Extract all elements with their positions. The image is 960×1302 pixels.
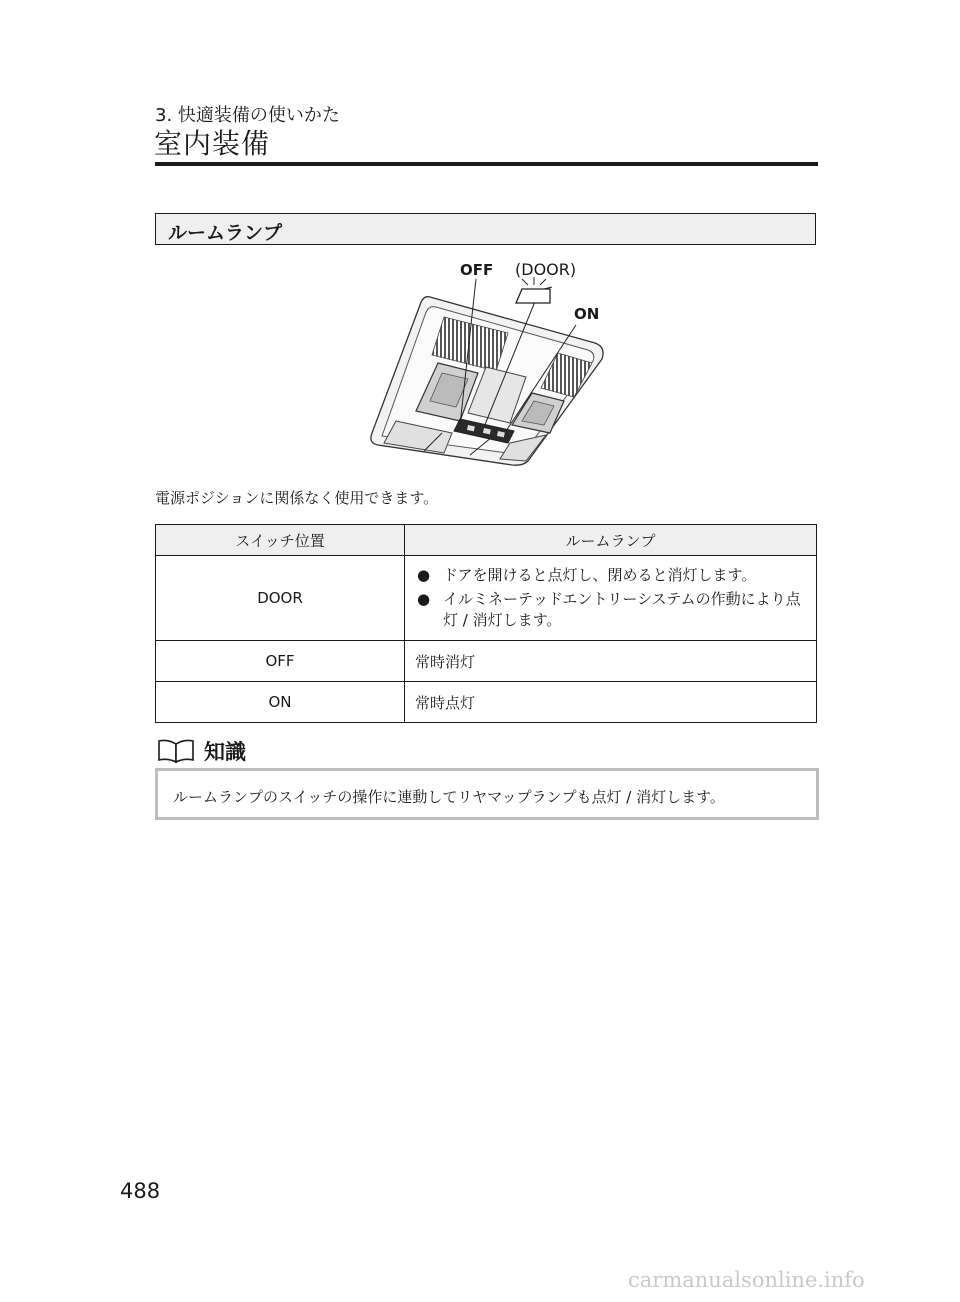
table-row <box>156 556 817 641</box>
room-lamp-illustration <box>360 255 620 470</box>
door-description <box>405 556 817 641</box>
label-on: ON <box>574 305 600 323</box>
list-item: ● イルミネーテッドエントリーシステムの作動により点灯 / 消灯します。 <box>417 590 801 629</box>
page-title: 室内装備 <box>154 127 271 160</box>
chapter-label: 3. 快適装備の使いかた <box>155 105 340 126</box>
table-header-row <box>156 525 817 556</box>
watermark: carmanualsonline.info <box>628 1268 865 1292</box>
bullet-icon: ● <box>417 590 431 608</box>
position-off: OFF <box>156 641 405 682</box>
position-on: ON <box>156 682 405 723</box>
table-row <box>156 641 817 682</box>
knowledge-box <box>155 768 819 820</box>
label-door: (DOOR) <box>515 260 577 279</box>
bullet-icon: ● <box>417 566 431 584</box>
header-switch-position: スイッチ位置 <box>156 525 405 556</box>
position-door: DOOR <box>156 556 405 641</box>
knowledge-title: 知識 <box>204 740 246 764</box>
switch-position-table <box>155 524 817 723</box>
book-icon <box>156 738 196 764</box>
intro-text: 電源ポジションに関係なく使用できます。 <box>155 489 439 507</box>
label-off: OFF <box>460 261 494 279</box>
door-lamp-icon <box>516 277 552 303</box>
on-description: 常時点灯 <box>405 682 817 723</box>
header-room-lamp: ルームランプ <box>405 525 817 556</box>
section-heading-box <box>155 213 816 245</box>
section-title: ルームランプ <box>168 222 283 244</box>
title-rule <box>155 162 818 166</box>
table-row <box>156 682 817 723</box>
knowledge-text: ルームランプのスイッチの操作に連動してリヤマップランプも点灯 / 消灯します。 <box>173 788 725 806</box>
off-description: 常時消灯 <box>405 641 817 682</box>
list-item: ● ドアを開けると点灯し、閉めると消灯します。 <box>417 566 757 584</box>
page-number: 488 <box>120 1179 161 1203</box>
